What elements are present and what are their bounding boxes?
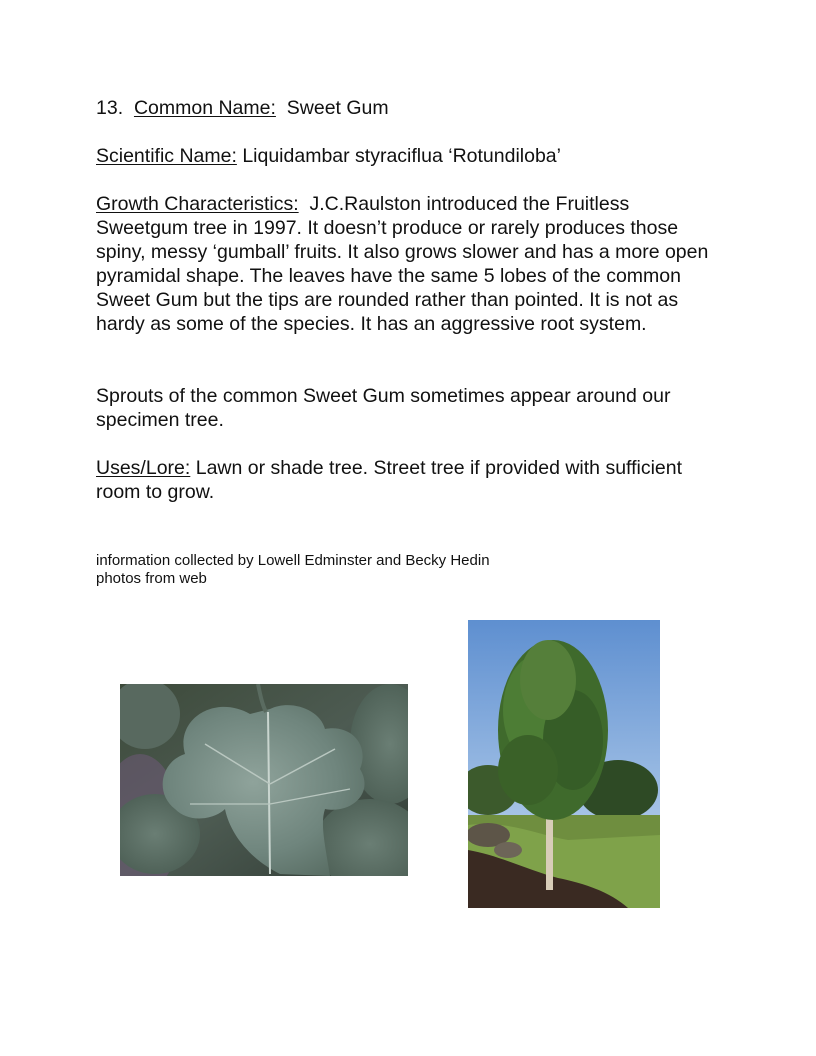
credits	[96, 552, 490, 588]
credits-collected-by: information collected by Lowell Edminster and Becky Hedin	[96, 552, 490, 569]
uses-label: Uses/Lore:	[96, 457, 191, 479]
uses-text: Lawn or shade tree. Street tree if provided with sufficient room to grow.	[96, 457, 683, 503]
common-name-label: Common Name:	[133, 97, 276, 119]
scientific-name-value: Liquidambar styraciflua ‘Rotundiloba’	[242, 145, 561, 167]
entry-number: 13.	[96, 97, 124, 119]
growth-text: J.C.Raulston introduced the Fruitless Sweetgum tree in 1997. It doesn’t produce or rarely produces those spiny, messy ‘gumball’ fruits. It also grows slower and has a more open pyramidal shape. The leaves have the same 5 lobes of the common Sweet Gum but the tips are rounded rather than pointed. It is not as hardy as some of the species. It has an aggressive root system.	[96, 193, 709, 335]
growth-characteristics	[96, 192, 726, 336]
scientific-name-label: Scientific Name:	[96, 145, 237, 167]
credits-photos: photos from web	[96, 570, 207, 587]
growth-label: Growth Characteristics:	[96, 193, 299, 215]
scientific-name-line	[96, 144, 726, 168]
tree-photo	[468, 620, 660, 908]
uses-lore	[96, 456, 726, 504]
leaf-photo	[120, 684, 408, 876]
sprouts-paragraph: Sprouts of the common Sweet Gum sometimes appear around our specimen tree.	[96, 385, 671, 431]
common-name-value: Sweet Gum	[286, 97, 389, 119]
common-name-line	[96, 96, 726, 120]
